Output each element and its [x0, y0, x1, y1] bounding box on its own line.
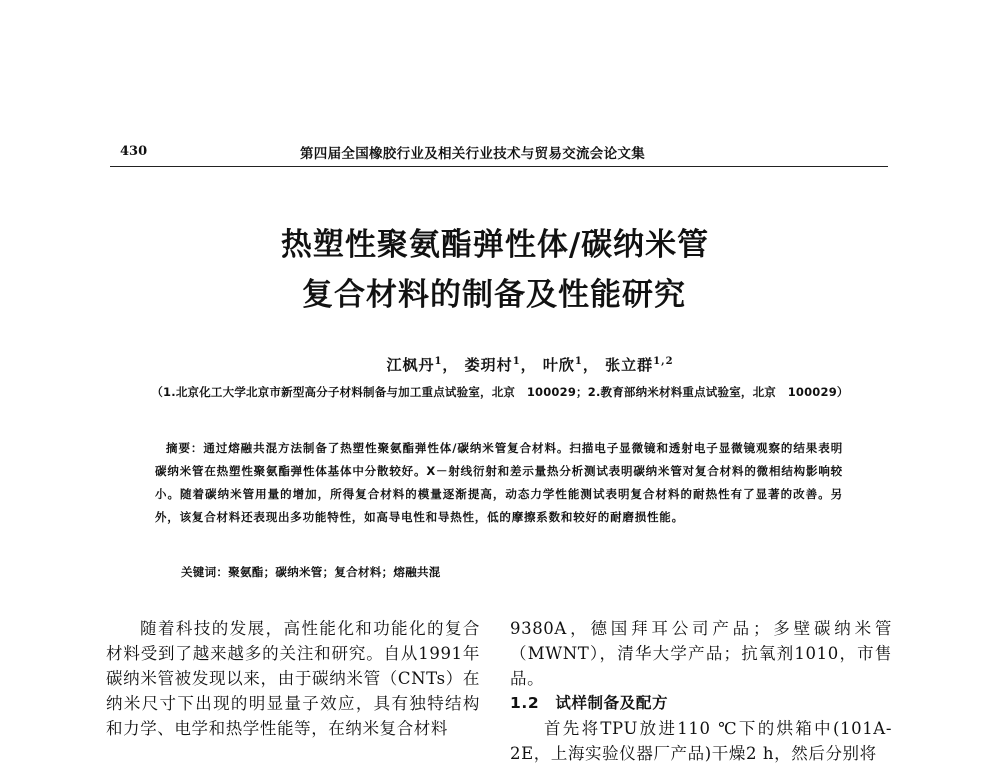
keywords: [181, 564, 441, 580]
author-name: 叶欣: [542, 356, 575, 374]
materials-paragraph: 9380A，德国拜耳公司产品；多壁碳纳米管（MWNT），清华大学产品；抗氧剂1010，市售品。: [510, 619, 892, 688]
abstract-label: 摘要：: [166, 441, 204, 455]
author-separator: ，: [582, 356, 599, 374]
body-column-left: [106, 616, 480, 741]
abstract-text: 通过熔融共混方法制备了热塑性聚氨酯弹性体/碳纳米管复合材料。扫描电子显微镜和透射电子显微镜观察的结果表明碳纳米管在热塑性聚氨酯弹性体基体中分散较好。X－射线衍射和差示量热分析测试表明碳纳米管对复合材料的微相结构影响较小。随着碳纳米管用量的增加，所得复合材料的模量逐渐提高，动态力学性能测试表明复合材料的耐热性有了显著的改善。另外，该复合材料还表现出多功能特性，如高导电性和导热性，低的摩擦系数和较好的耐磨损性能。: [155, 441, 844, 524]
author-affiliation-mark: 1: [574, 356, 583, 367]
running-header: [110, 140, 888, 167]
preparation-paragraph: 首先将TPU放进110 ℃下的烘箱中(101A-2E，上海实验仪器厂产品)干燥2 h，然后分别将: [510, 719, 892, 763]
author-affiliation-mark: 1: [512, 356, 521, 367]
author-name: 江枫丹: [386, 356, 435, 374]
affiliation: （1.北京化工大学北京市新型高分子材料制备与加工重点试验室，北京 100029；2.教育部纳米材料重点试验室，北京 100029）: [151, 385, 849, 399]
author-affiliation-mark: 1: [434, 356, 443, 367]
keywords-text: 聚氨酯；碳纳米管；复合材料；熔融共混: [228, 565, 441, 579]
intro-paragraph: 随着科技的发展，高性能化和功能化的复合材料受到了越来越多的关注和研究。自从1991年碳纳米管被发现以来，由于碳纳米管（CNTs）在纳米尺寸下出现的明显量子效应，具有独特结构和力学、电学和热学性能等，在纳米复合材料: [106, 619, 480, 738]
abstract: [155, 437, 843, 529]
page-number: 430: [120, 144, 148, 159]
body-column-right: [510, 616, 892, 766]
author-name: 张立群: [605, 356, 654, 374]
author-list: [0, 354, 1000, 375]
journal-name: 第四届全国橡胶行业及相关行业技术与贸易交流会论文集: [300, 146, 645, 162]
section-heading: 1.2 试样制备及配方: [510, 694, 669, 712]
title-line-1: 热塑性聚氨酯弹性体/碳纳米管: [280, 227, 710, 263]
keywords-label: 关键词：: [181, 565, 229, 579]
author-name: 娄玥村: [464, 356, 513, 374]
author-affiliation-mark: 1,2: [653, 356, 674, 367]
title-line-2: 复合材料的制备及性能研究: [302, 277, 686, 313]
paper-title: [0, 220, 1000, 320]
author-separator: ，: [442, 356, 459, 374]
author-separator: ，: [520, 356, 537, 374]
